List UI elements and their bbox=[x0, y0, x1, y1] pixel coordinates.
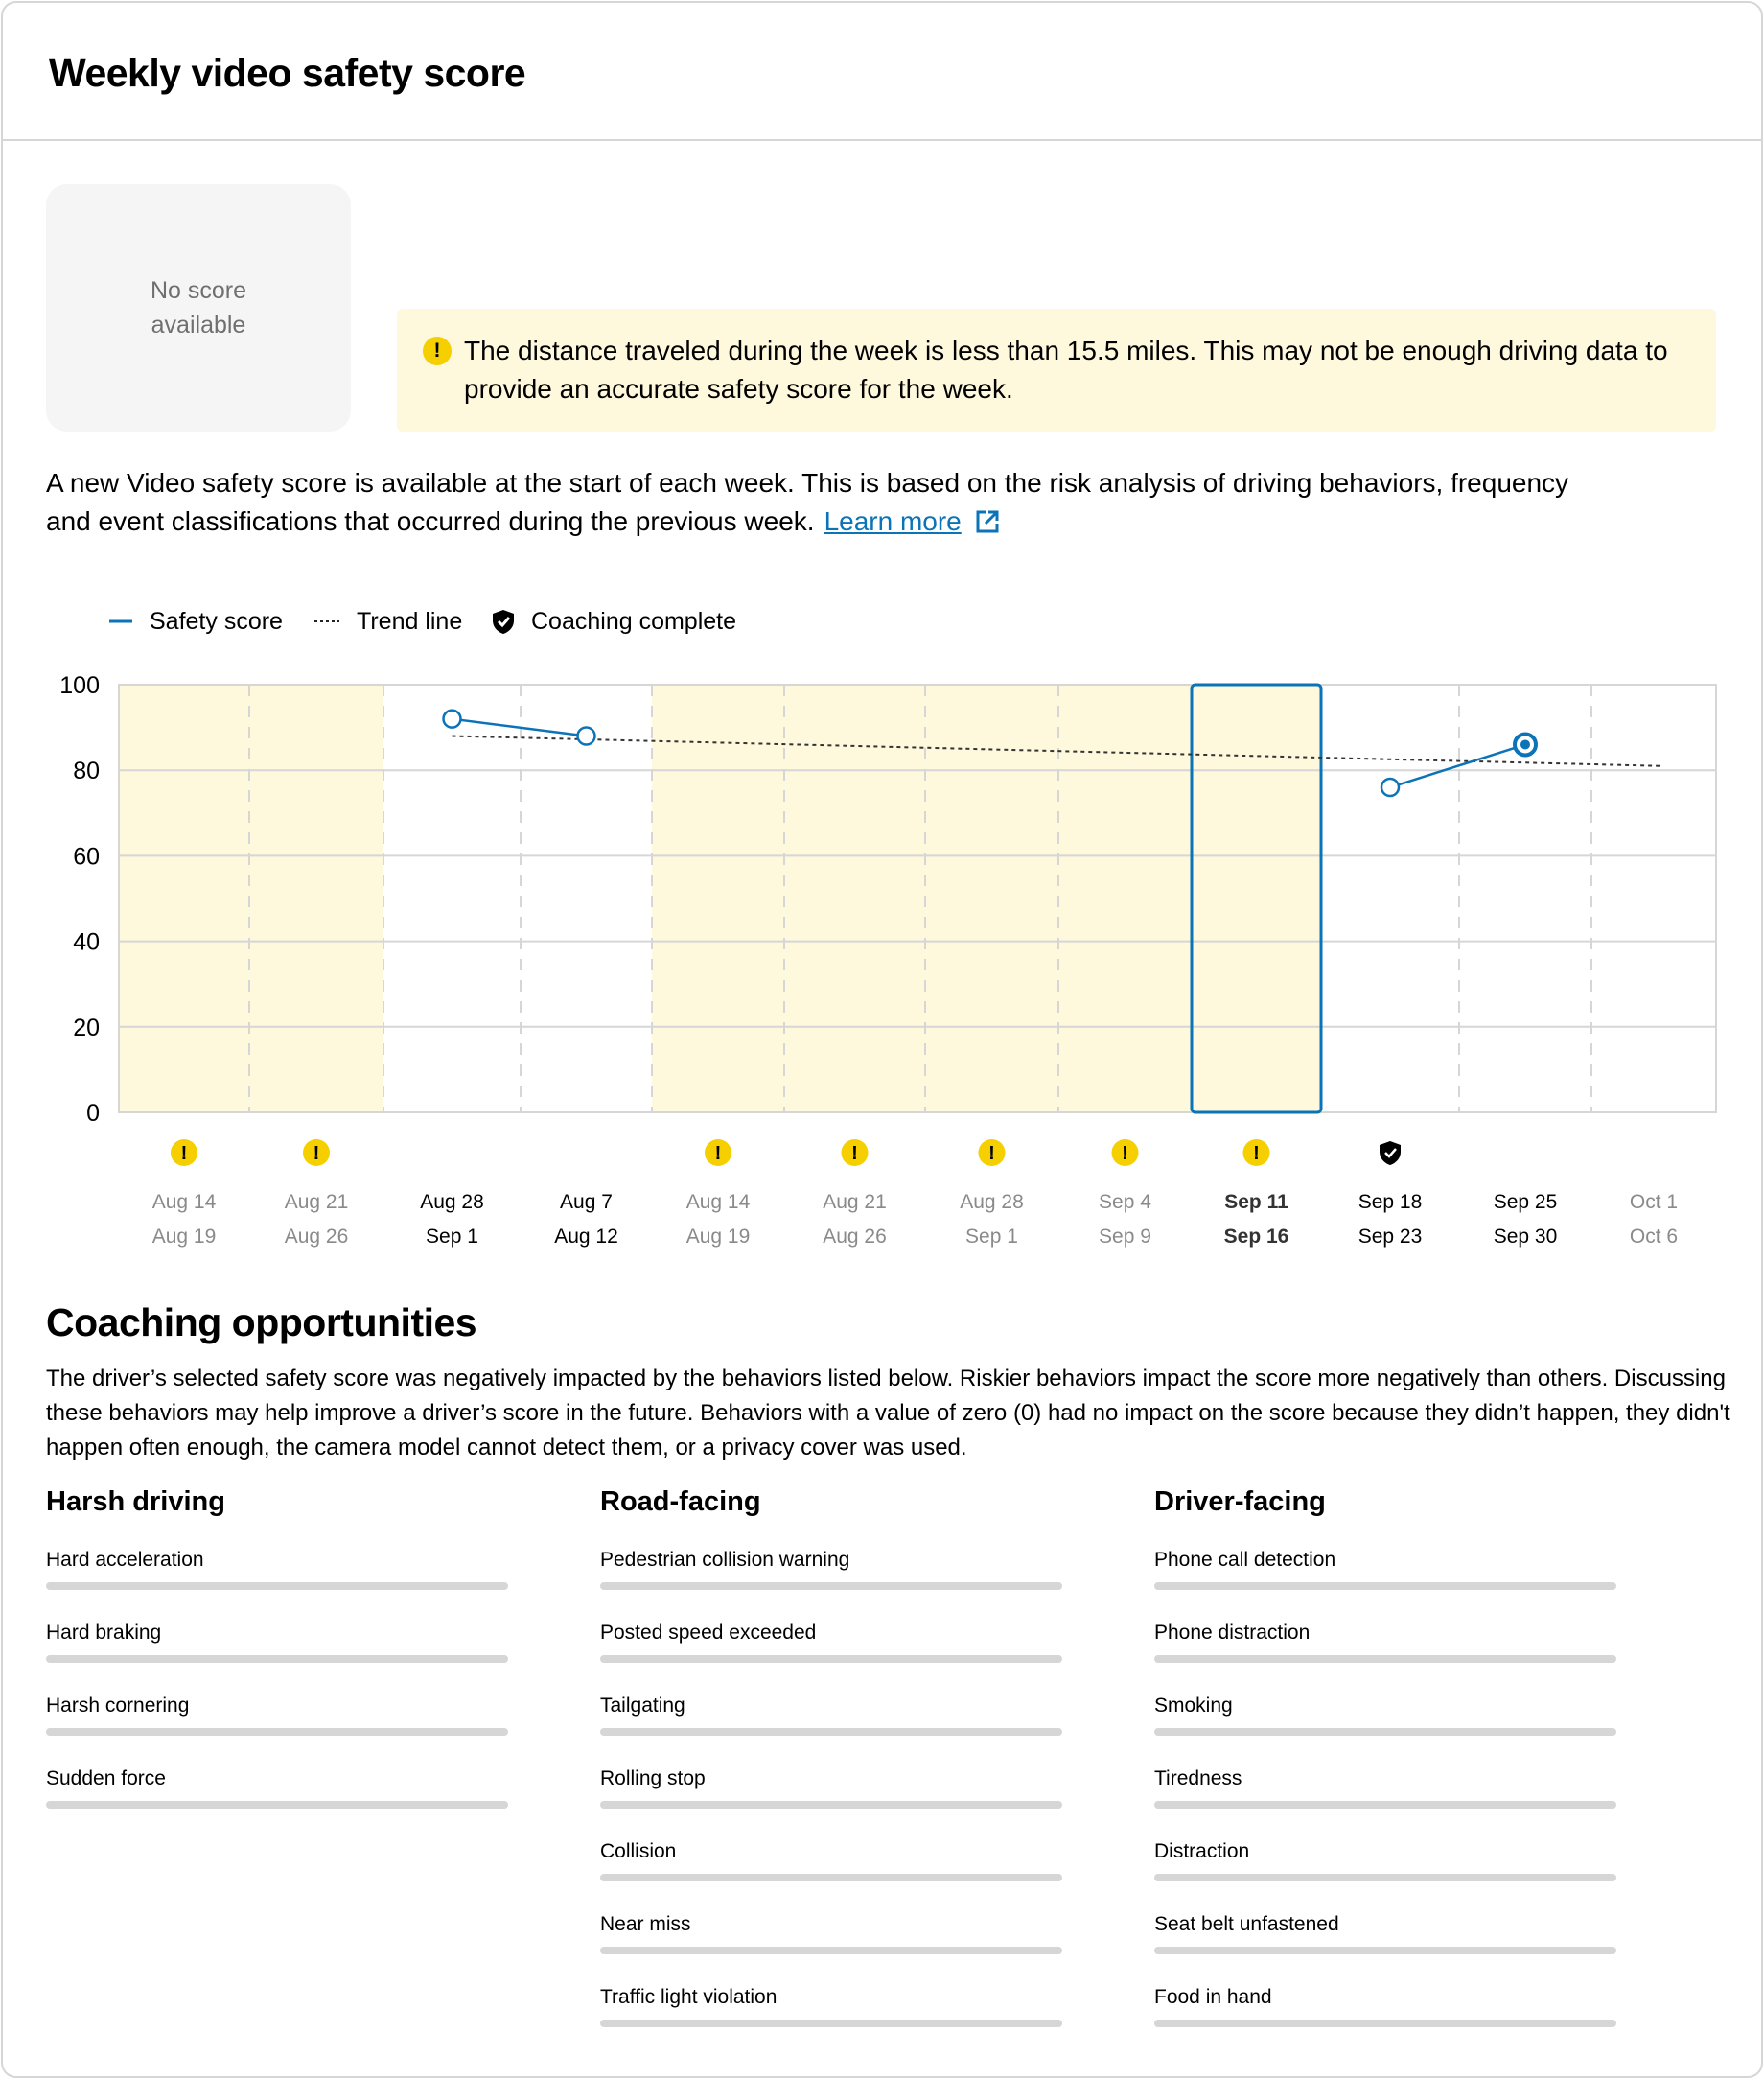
behavior-label: Distraction bbox=[1154, 1840, 1250, 1862]
low-data-band bbox=[1192, 685, 1321, 1112]
behavior-bar bbox=[46, 1728, 508, 1736]
score-point bbox=[1381, 779, 1399, 796]
week-start: Sep 4 bbox=[1099, 1191, 1151, 1213]
behavior-metric bbox=[46, 1667, 510, 1740]
week-start: Aug 21 bbox=[284, 1191, 349, 1213]
behavior-label: Posted speed exceeded bbox=[600, 1622, 817, 1644]
behavior-label: Near miss bbox=[600, 1913, 691, 1935]
learn-more-link[interactable]: Learn more bbox=[824, 506, 962, 536]
week-end: Aug 26 bbox=[823, 1226, 887, 1248]
warning-icon-glyph: ! bbox=[1122, 1143, 1128, 1164]
week-start: Aug 7 bbox=[560, 1191, 613, 1213]
week-start: Sep 18 bbox=[1358, 1191, 1423, 1213]
behavior-label: Phone call detection bbox=[1154, 1549, 1336, 1571]
behavior-metric bbox=[600, 1958, 1064, 2031]
behavior-metric bbox=[600, 1740, 1064, 1812]
behavior-metric bbox=[600, 1885, 1064, 1958]
intro-text: A new Video safety score is available at the start of each week. This is based on the risk analysis of driving behaviors, frequency and event classifications that occurred during the previous week. bbox=[46, 468, 1569, 536]
warning-icon-glyph: ! bbox=[714, 1143, 722, 1164]
week-end: Aug 19 bbox=[151, 1226, 217, 1248]
behavior-bar bbox=[46, 1801, 508, 1809]
week-end: Sep 1 bbox=[426, 1226, 478, 1248]
behavior-metric bbox=[1154, 1594, 1618, 1667]
week-label[interactable] bbox=[1596, 1185, 1711, 1254]
alert-text: The distance traveled during the week is less than 15.5 miles. This may not be enough driving data to provide an accurate safety score for the week. bbox=[464, 336, 1668, 404]
week-end: Sep 16 bbox=[1223, 1226, 1289, 1248]
behavior-label: Collision bbox=[600, 1840, 677, 1862]
week-label[interactable] bbox=[661, 1185, 776, 1254]
week-label[interactable] bbox=[395, 1185, 510, 1254]
behavior-metric bbox=[1154, 1885, 1618, 1958]
low-data-band bbox=[1058, 685, 1192, 1112]
week-label[interactable] bbox=[1199, 1185, 1314, 1254]
behavior-column-harsh-driving bbox=[46, 1483, 510, 1812]
week-end: Aug 19 bbox=[685, 1226, 751, 1248]
page-title: Weekly video safety score bbox=[49, 51, 526, 95]
week-label[interactable] bbox=[1333, 1185, 1448, 1254]
behavior-bar bbox=[1154, 1874, 1616, 1881]
y-tick-label: 40 bbox=[73, 928, 100, 956]
behavior-label: Tailgating bbox=[600, 1694, 685, 1717]
score-box-text: No score available bbox=[150, 277, 247, 339]
warning-icon-glyph: ! bbox=[180, 1143, 188, 1164]
warning-icon-glyph: ! bbox=[1253, 1143, 1260, 1164]
low-data-band bbox=[119, 685, 249, 1112]
behavior-metric bbox=[600, 1521, 1064, 1594]
behavior-metric bbox=[46, 1594, 510, 1667]
behavior-label: Smoking bbox=[1154, 1694, 1233, 1717]
exclamation-icon: ! bbox=[423, 337, 452, 365]
y-tick-label: 20 bbox=[73, 1014, 100, 1041]
behavior-column-road-facing bbox=[600, 1483, 1064, 2031]
behavior-metric bbox=[1154, 1812, 1618, 1885]
warning-icon-glyph: ! bbox=[851, 1143, 858, 1164]
behavior-metric bbox=[1154, 1667, 1618, 1740]
behavior-metric bbox=[46, 1740, 510, 1812]
low-data-band bbox=[249, 685, 383, 1112]
behavior-bar bbox=[600, 1801, 1062, 1809]
week-label[interactable] bbox=[798, 1185, 913, 1254]
behavior-metric bbox=[600, 1594, 1064, 1667]
coaching-title: Coaching opportunities bbox=[46, 1300, 477, 1344]
low-data-band bbox=[784, 685, 925, 1112]
y-tick-label: 80 bbox=[73, 758, 100, 785]
behavior-bar bbox=[600, 1582, 1062, 1590]
behavior-label: Harsh cornering bbox=[46, 1694, 190, 1717]
behavior-bar bbox=[600, 1728, 1062, 1736]
behavior-label: Tiredness bbox=[1154, 1767, 1242, 1789]
behavior-bar bbox=[1154, 1655, 1616, 1663]
safety-score-line bbox=[1390, 744, 1525, 787]
y-tick-label: 60 bbox=[73, 843, 100, 871]
week-label[interactable] bbox=[935, 1185, 1050, 1254]
week-start: Aug 14 bbox=[151, 1191, 217, 1213]
behavior-column-title: Road-facing bbox=[600, 1486, 761, 1517]
week-end: Aug 26 bbox=[284, 1226, 349, 1248]
behavior-bar bbox=[600, 1655, 1062, 1663]
behavior-label: Food in hand bbox=[1154, 1986, 1272, 2008]
behavior-label: Seat belt unfastened bbox=[1154, 1913, 1339, 1935]
behavior-metric bbox=[1154, 1740, 1618, 1812]
week-start: Oct 1 bbox=[1629, 1191, 1679, 1213]
week-start: Aug 28 bbox=[960, 1191, 1024, 1213]
behavior-bar bbox=[1154, 1728, 1616, 1736]
week-end: Sep 1 bbox=[965, 1226, 1018, 1248]
week-start: Sep 25 bbox=[1493, 1191, 1558, 1213]
score-point bbox=[444, 711, 461, 728]
legend-safety-score-label: Safety score bbox=[150, 607, 283, 635]
behavior-bar bbox=[600, 2020, 1062, 2027]
warning-icon-glyph: ! bbox=[988, 1143, 995, 1164]
legend-trend-line-label: Trend line bbox=[357, 607, 463, 635]
legend-coaching-complete-label: Coaching complete bbox=[531, 607, 737, 635]
y-tick-label: 0 bbox=[86, 1100, 100, 1127]
behavior-metric bbox=[1154, 1958, 1618, 2031]
week-start: Sep 11 bbox=[1224, 1191, 1288, 1213]
coaching-description: The driver’s selected safety score was negatively impacted by the behaviors listed below. Riskier behaviors impact the score more negatively than others. Discussing these behaviors may help improve a driver’s score in the future. Behaviors with a value of zero (0) had no impact on the score because they didn’t happen, they didn't happen often enough, the camera model cannot detect them, or a privacy cover was used. bbox=[46, 1366, 1730, 1460]
y-tick-label: 100 bbox=[59, 672, 100, 699]
week-start: Aug 21 bbox=[823, 1191, 887, 1213]
behavior-column-title: Harsh driving bbox=[46, 1486, 225, 1517]
behavior-label: Sudden force bbox=[46, 1767, 166, 1789]
low-data-band bbox=[652, 685, 784, 1112]
behavior-bar bbox=[600, 1874, 1062, 1881]
behavior-metric bbox=[1154, 1521, 1618, 1594]
week-end: Oct 6 bbox=[1629, 1226, 1679, 1248]
behavior-label: Hard braking bbox=[46, 1622, 162, 1644]
shield-check-icon bbox=[1380, 1141, 1401, 1165]
safety-score-line bbox=[453, 719, 587, 736]
behavior-label: Pedestrian collision warning bbox=[600, 1549, 850, 1571]
behavior-label: Hard acceleration bbox=[46, 1549, 204, 1571]
behavior-label: Traffic light violation bbox=[600, 1986, 778, 2008]
behavior-metric bbox=[46, 1521, 510, 1594]
behavior-bar bbox=[46, 1582, 508, 1590]
week-label[interactable] bbox=[127, 1185, 242, 1254]
week-label[interactable] bbox=[259, 1185, 374, 1254]
week-end: Sep 23 bbox=[1358, 1226, 1423, 1248]
current-score-dot bbox=[1520, 739, 1530, 749]
score-point bbox=[578, 728, 595, 745]
behavior-metric bbox=[600, 1812, 1064, 1885]
behavior-bar bbox=[46, 1655, 508, 1663]
behavior-bar bbox=[1154, 1582, 1616, 1590]
behavior-label: Phone distraction bbox=[1154, 1622, 1311, 1644]
behavior-bar bbox=[1154, 2020, 1616, 2027]
week-label[interactable] bbox=[1468, 1185, 1583, 1254]
behavior-metric bbox=[600, 1667, 1064, 1740]
behavior-bar bbox=[600, 1947, 1062, 1954]
week-start: Aug 14 bbox=[685, 1191, 751, 1213]
week-start: Aug 28 bbox=[420, 1191, 484, 1213]
week-end: Sep 30 bbox=[1493, 1226, 1558, 1248]
warning-icon-glyph: ! bbox=[313, 1143, 320, 1164]
behavior-label: Rolling stop bbox=[600, 1767, 706, 1789]
behavior-column-title: Driver-facing bbox=[1154, 1486, 1326, 1517]
week-label[interactable] bbox=[529, 1185, 644, 1254]
behavior-bar bbox=[1154, 1947, 1616, 1954]
behavior-bar bbox=[1154, 1801, 1616, 1809]
week-end: Sep 9 bbox=[1099, 1226, 1151, 1248]
week-label[interactable] bbox=[1068, 1185, 1183, 1254]
week-end: Aug 12 bbox=[554, 1226, 618, 1248]
behavior-column-driver-facing bbox=[1154, 1483, 1618, 2031]
